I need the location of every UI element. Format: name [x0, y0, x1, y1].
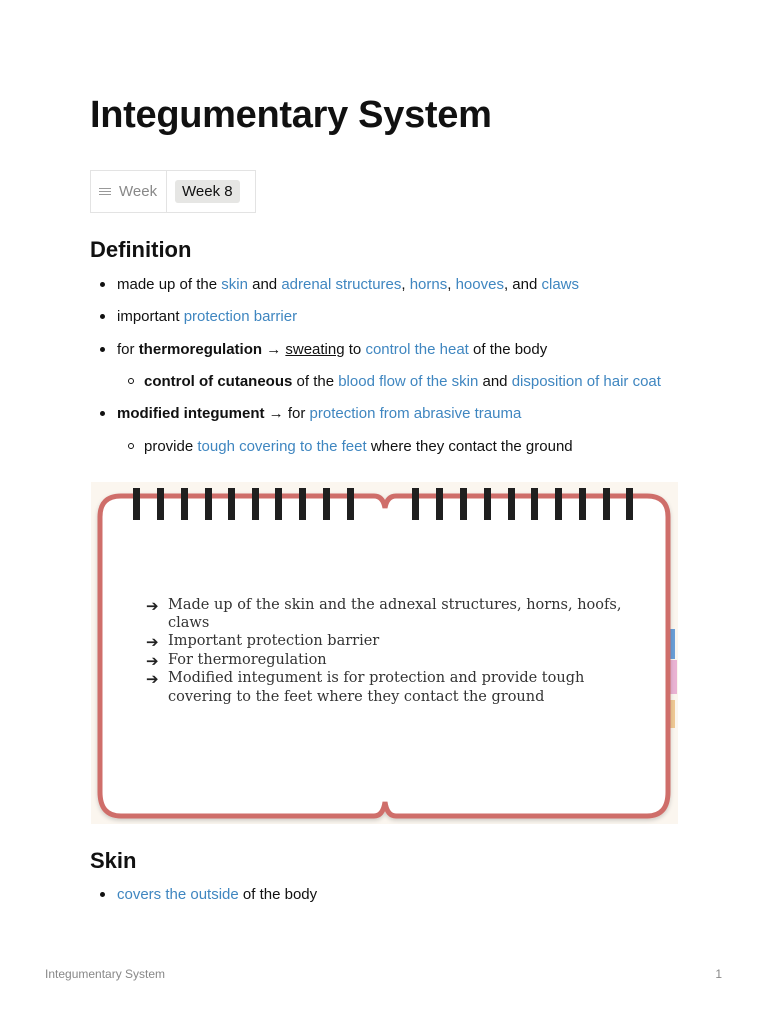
week-tag: Week 8: [175, 180, 240, 203]
sub-bullet: [128, 443, 134, 449]
card-arrow-icon: ➔: [146, 634, 159, 651]
list-item: [117, 308, 297, 325]
skin-heading: Skin: [90, 848, 137, 873]
text: for: [287, 405, 310, 422]
card-line: Important protection barrier: [168, 633, 380, 649]
highlight-control-heat: control the heat: [365, 341, 469, 358]
bullet: [100, 282, 105, 287]
bullet: [100, 892, 105, 897]
week-property-value[interactable]: [167, 171, 255, 212]
card-line: Made up of the skin and the adnexal structures, horns, hoofs,: [168, 597, 622, 613]
list-item: [117, 886, 317, 903]
text: made up of the: [117, 276, 222, 293]
page-number: 1: [715, 967, 722, 981]
bold-control-cutaneous: control of cutaneous: [144, 373, 293, 390]
bullet: [100, 314, 105, 319]
footer-title: Integumentary System: [45, 967, 166, 981]
highlight-horns: horns: [409, 276, 448, 293]
highlight-hooves: hooves: [455, 276, 504, 293]
list-item: [117, 341, 547, 358]
bold-thermoregulation: thermoregulation: [138, 341, 263, 358]
card-line: Modified integument is for protection and provide tough: [168, 670, 585, 686]
highlight-blood-flow: blood flow of the skin: [338, 373, 479, 390]
page-title: Integumentary System: [90, 94, 492, 136]
bullet: [100, 347, 105, 352]
text: where they contact the ground: [366, 438, 573, 455]
text: of the body: [468, 341, 548, 358]
sub-list-item: [144, 438, 573, 455]
text: important: [117, 308, 184, 325]
week-property-label: Week: [119, 183, 158, 200]
week-property-key: [91, 171, 167, 212]
text: , and: [503, 276, 542, 293]
arrow: →: [262, 341, 286, 358]
text: of the: [292, 373, 339, 390]
text: ,: [447, 276, 456, 293]
highlight-covers-outside: covers the outside: [117, 886, 239, 903]
list-icon: [99, 186, 111, 197]
sub-list-item: [144, 373, 661, 390]
underlined-sweating: sweating: [285, 341, 345, 358]
highlight-skin: skin: [221, 276, 248, 293]
list-item: [117, 276, 579, 293]
card-arrow-icon: ➔: [146, 671, 159, 688]
week-property: [90, 170, 256, 213]
text: to: [344, 341, 366, 358]
card-arrow-icon: ➔: [146, 653, 159, 670]
card-line: covering to the feet where they contact the ground: [168, 689, 545, 705]
text: for: [117, 341, 139, 358]
text: and: [247, 276, 282, 293]
card-line: For thermoregulation: [168, 652, 327, 668]
highlight-protection-barrier: protection barrier: [183, 308, 298, 325]
arrow: →: [264, 405, 288, 422]
bold-modified-integument: modified integument: [117, 405, 265, 422]
list-item: [117, 405, 521, 422]
highlight-tough-covering: tough covering to the feet: [197, 438, 367, 455]
definition-heading: Definition: [90, 237, 192, 262]
highlight-abrasive-trauma: protection from abrasive trauma: [309, 405, 522, 422]
highlight-adrenal-structures: adrenal structures: [281, 276, 402, 293]
text: ,: [401, 276, 410, 293]
card-arrow-icon: ➔: [146, 598, 159, 615]
highlight-hair-coat: disposition of hair coat: [511, 373, 661, 390]
text: and: [478, 373, 512, 390]
text: of the body: [238, 886, 318, 903]
text: provide: [144, 438, 198, 455]
card-line: claws: [168, 615, 210, 631]
bullet: [100, 411, 105, 416]
sub-bullet: [128, 378, 134, 384]
highlight-claws: claws: [541, 276, 580, 293]
